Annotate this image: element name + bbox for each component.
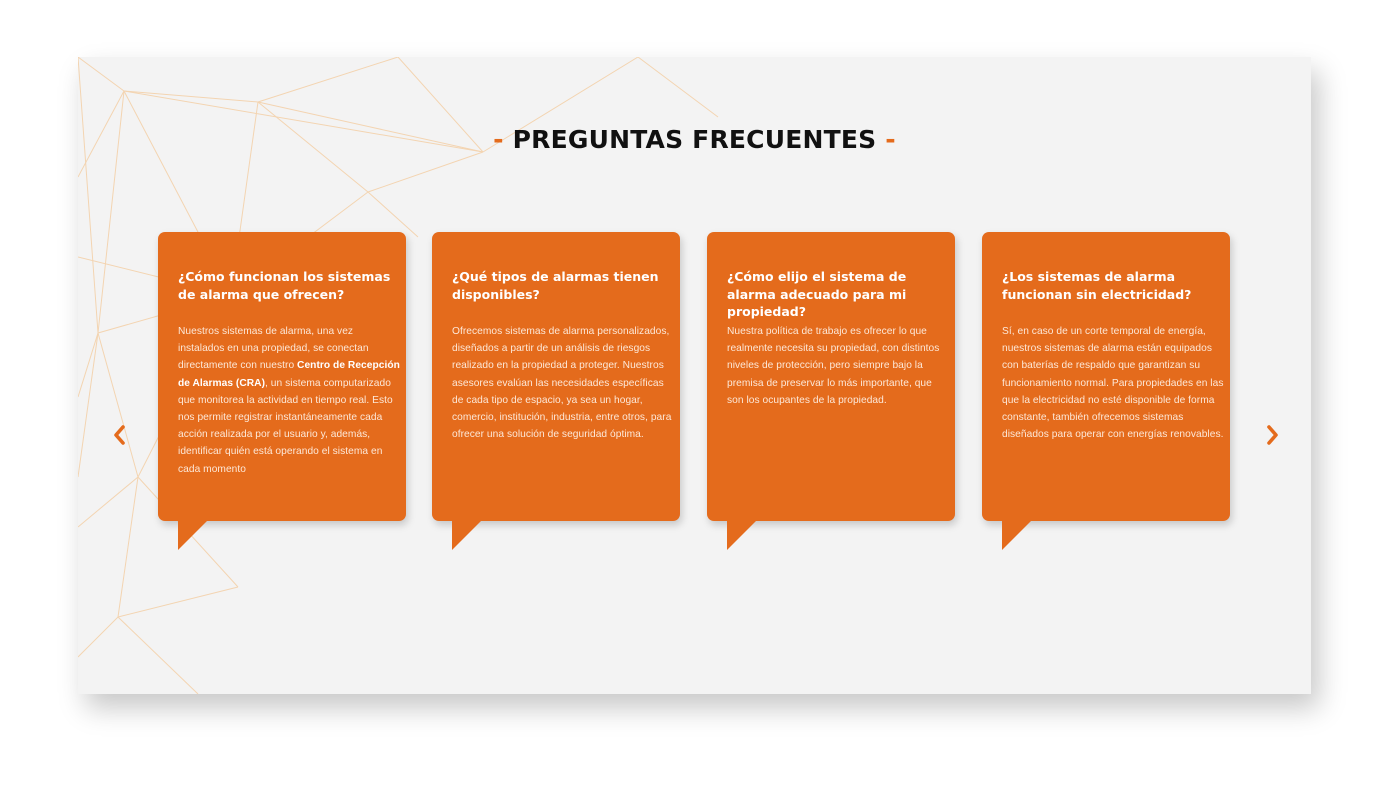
faq-card [982,232,1230,521]
faq-question: ¿Cómo elijo el sistema de alarma adecuado para mi propiedad? [727,269,907,319]
faq-section [78,57,1311,694]
title-dash-left: - [493,125,504,154]
faq-card [158,232,406,521]
chevron-left-icon [112,424,126,446]
section-title [78,125,1311,154]
speech-bubble-tail [1002,520,1032,550]
faq-answer-text-cont: , un sistema computarizado que monitorea la actividad en tiempo real. Esto nos permite registrar instantáneamente cada acción realizada por el usuario y, además, identificar quién está operando el sistema en cada momento [178,377,393,475]
speech-bubble-tail [727,520,757,550]
speech-bubble-tail [452,520,482,550]
faq-answer: Ofrecemos sistemas de alarma personalizados, diseñados a partir de un análisis de riesgos realizado en la propiedad a proteger. Nuestros asesores evalúan las necesidades específicas de cada tipo de espacio, ya sea un hogar, comercio, institución, industria, entre otros, para ofrecer una solución de seguridad óptima. [452,326,672,441]
faq-card [432,232,680,521]
faq-question: ¿Los sistemas de alarma funcionan sin electricidad? [1002,269,1192,302]
title-dash-right: - [885,125,896,154]
faq-card [707,232,955,521]
title-text: PREGUNTAS FRECUENTES [512,125,877,154]
faq-question: ¿Qué tipos de alarmas tienen disponibles? [452,269,659,302]
faq-answer-highlight: Centro de Recepción de Alarmas (CRA) [178,360,400,389]
speech-bubble-tail [178,520,208,550]
faq-answer: Sí, en caso de un corte temporal de energía, nuestros sistemas de alarma están equipados con baterías de respaldo que garantizan su funcionamiento normal. Para propiedades en las que la electricidad no esté disponible de forma constante, también ofrecemos sistemas diseñados para operar con energías renovables. [1002,326,1224,441]
faq-answer-text: Nuestros sistemas de alarma, una vez instalados en una propiedad, se conectan directamente con nuestro [178,326,369,372]
faq-question: ¿Cómo funcionan los sistemas de alarma que ofrecen? [178,269,391,302]
faq-answer [178,323,402,478]
carousel-prev-button[interactable] [109,423,129,447]
faq-answer: Nuestra política de trabajo es ofrecer lo que realmente necesita su propiedad, con distintos niveles de protección, pero siempre bajo la premisa de preservar lo más importante, que son los ocupantes de la propiedad. [727,326,940,406]
chevron-right-icon [1266,424,1280,446]
carousel-next-button[interactable] [1263,423,1283,447]
